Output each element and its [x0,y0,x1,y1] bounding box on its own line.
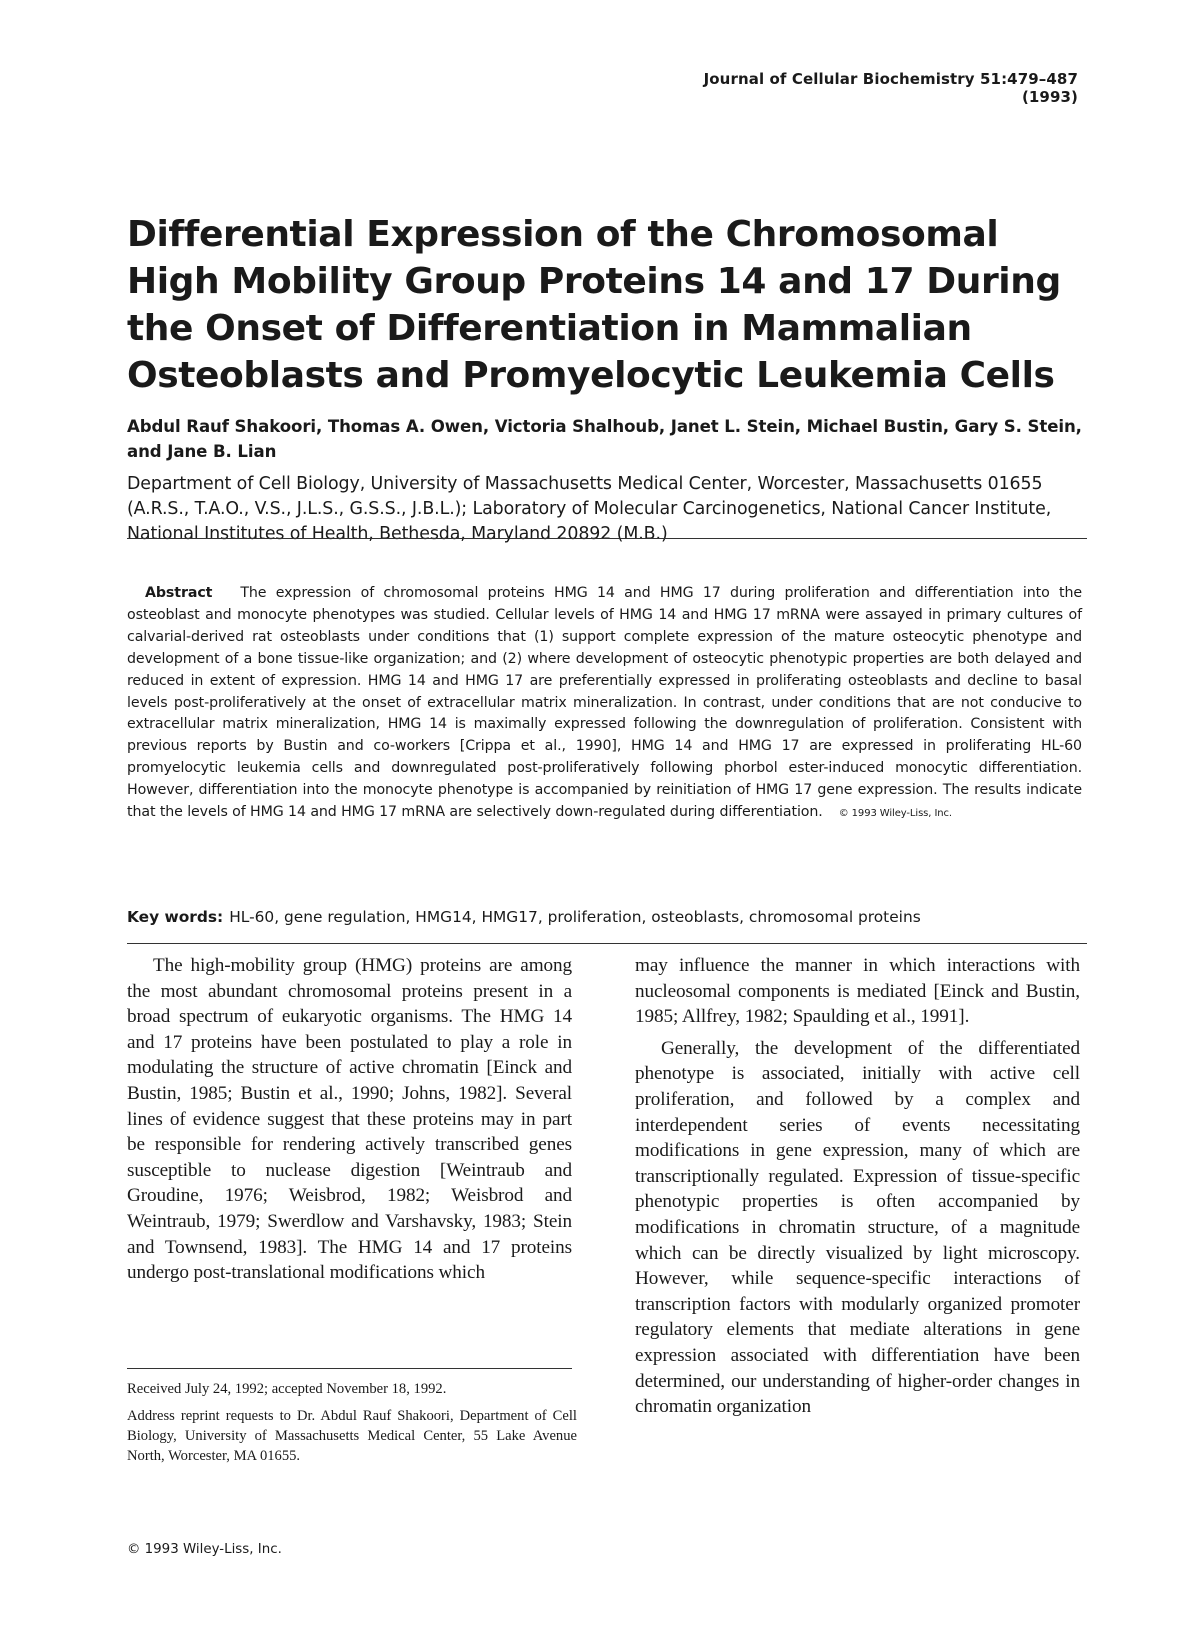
keywords-rule [127,943,1087,944]
received-footnote: Received July 24, 1992; accepted November 18, 1992. [127,1381,447,1397]
keywords [127,906,1082,928]
abstract [127,583,1082,825]
author-list: Abdul Rauf Shakoori, Thomas A. Owen, Victoria Shalhoub, Janet L. Stein, Michael Bustin, Gary S. Stein, and Jane B. Lian [127,417,1082,461]
body-column-right [635,953,1080,1420]
reprint-footnote: Address reprint requests to Dr. Abdul Rauf Shakoori, Department of Cell Biology, University of Massachusetts Medical Center, 55 Lake Avenue North, Worcester, MA 01655. [127,1408,577,1464]
body-paragraph: The high-mobility group (HMG) proteins are among the most abundant chromosomal proteins present in a broad spectrum of eukaryotic organisms. The HMG 14 and 17 proteins have been postulated to play a role in modulating the structure of active chromatin [Einck and Bustin, 1985; Bustin et al., 1990; Johns, 1982]. Several lines of evidence suggest that these proteins may in part be responsible for rendering actively transcribed genes susceptible to nuclease digestion [Weintraub and Groudine, 1976; Weisbrod, 1982; Weisbrod and Weintraub, 1979; Swerdlow and Varshavsky, 1983; Stein and Townsend, 1983]. The HMG 14 and 17 proteins undergo post-translational modifications which [127,955,572,1284]
affiliation: Department of Cell Biology, University of Massachusetts Medical Center, Worcester, Massachusetts 01655 (A.R.S., T.A.O., V.S., J.L.S., G.S.S., J.B.L.); Laboratory of Molecular Carcinogenetics, National Cancer Institute, National Institutes of Health, Bethesda, Maryland 20892 (M.B.) [127,474,1052,544]
abstract-label: Abstract [145,585,213,601]
header-rule [127,538,1087,539]
keywords-text: HL-60, gene regulation, HMG14, HMG17, proliferation, osteoblasts, chromosomal proteins [229,908,921,926]
abstract-copyright: © 1993 Wiley-Liss, Inc. [838,808,953,820]
journal-citation: Journal of Cellular Biochemistry 51:479–487 (1993) [703,70,1078,106]
copyright-footer: © 1993 Wiley-Liss, Inc. [127,1542,282,1557]
article-title: Differential Expression of the Chromosomal High Mobility Group Proteins 14 and 17 During the Onset of Differentiation in Mammalian Osteoblasts and Promyelocytic Leukemia Cells [127,214,1061,396]
body-paragraph-continued: may influence the manner in which interactions with nucleosomal components is mediated [Einck and Bustin, 1985; Allfrey, 1982; Spaulding et al., 1991]. [635,955,1080,1028]
body-paragraph: Generally, the development of the differentiated phenotype is associated, initially with active cell proliferation, and followed by a complex and interdependent series of events necessitating modifications in gene expression, many of which are transcriptionally regulated. Expression of tissue-specific phenotypic properties is often accompanied by modifications in chromatin structure, of a magnitude which can be directly visualized by light microscopy. However, while sequence-specific interactions of transcription factors with modularly organized promoter regulatory elements that mediate alterations in gene expression associated with differentiation have been determined, our understanding of higher-order changes in chromatin organization [635,1037,1080,1418]
body-column-left [127,953,572,1286]
abstract-text: The expression of chromosomal proteins HMG 14 and HMG 17 during proliferation and differentiation into the osteoblast and monocyte phenotypes was studied. Cellular levels of HMG 14 and HMG 17 mRNA were assayed in primary cultures of calvarial-derived rat osteoblasts under conditions that (1) support complete expression of the mature osteocytic phenotype and development of a bone tissue-like organization; and (2) where development of osteocytic phenotypic properties are both delayed and reduced in extent of expression. HMG 14 and HMG 17 are preferentially expressed in proliferating osteoblasts and decline to basal levels post-proliferatively at the onset of extracellular matrix mineralization. In contrast, under conditions that are not conducive to extracellular matrix mineralization, HMG 14 is maximally expressed following the downregulation of proliferation. Consistent with previous reports by Bustin and co-workers [Crippa et al., 1990], HMG 14 and HMG 17 are expressed in proliferating HL-60 promyelocytic leukemia cells and downregulated post-proliferatively following phorbol ester-induced monocytic differentiation. However, differentiation into the monocyte phenotype is accompanied by reinitiation of HMG 17 gene expression. The results indicate that the levels of HMG 14 and HMG 17 mRNA are selectively down-regulated during differentiation. [127,585,1082,821]
keywords-label: Key words: [127,908,224,926]
footnote-rule [127,1368,572,1369]
